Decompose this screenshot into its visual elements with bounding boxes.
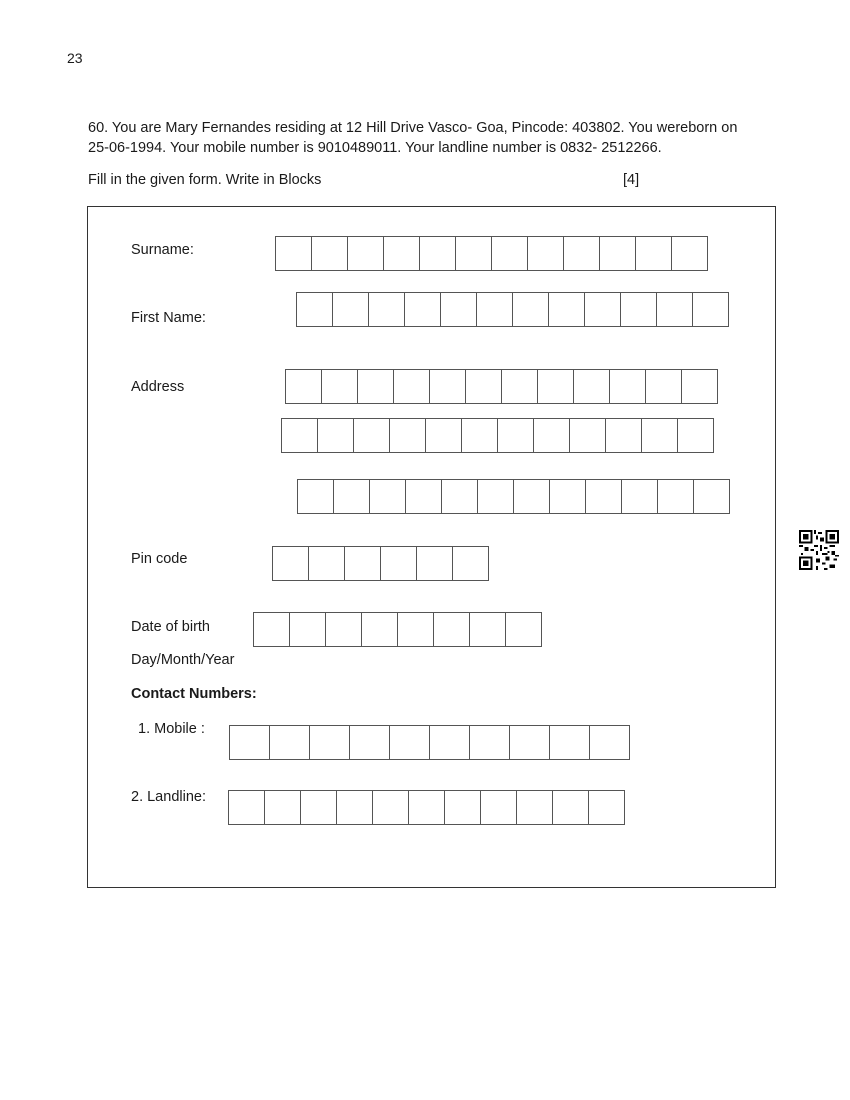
date-format-label: Day/Month/Year (131, 652, 235, 668)
letter-box[interactable] (285, 369, 322, 404)
question-line-1: 60. You are Mary Fernandes residing at 12 Hill Drive Vasco- Goa, Pincode: 403802. You wereborn on (88, 120, 738, 136)
date-of-birth-label: Date of birth (131, 619, 210, 635)
mobile-boxes[interactable] (229, 725, 629, 760)
letter-box[interactable] (620, 292, 657, 327)
letter-box[interactable] (563, 236, 600, 271)
letter-box[interactable] (353, 418, 390, 453)
letter-box[interactable] (309, 725, 350, 760)
address-line-3-boxes[interactable] (297, 479, 729, 514)
letter-box[interactable] (269, 725, 310, 760)
letter-box[interactable] (344, 546, 381, 581)
letter-box[interactable] (461, 418, 498, 453)
letter-box[interactable] (533, 418, 570, 453)
pin-code-boxes[interactable] (272, 546, 488, 581)
qr-code-icon (799, 530, 839, 570)
letter-box[interactable] (497, 418, 534, 453)
letter-box[interactable] (549, 725, 590, 760)
address-line-2-boxes[interactable] (281, 418, 713, 453)
letter-box[interactable] (333, 479, 370, 514)
address-label: Address (131, 379, 185, 395)
letter-box[interactable] (677, 418, 714, 453)
letter-box[interactable] (228, 790, 265, 825)
letter-box[interactable] (404, 292, 441, 327)
letter-box[interactable] (372, 790, 409, 825)
marks-label: [4] (623, 172, 640, 188)
landline-label: 2. Landline: (131, 789, 206, 805)
letter-box[interactable] (537, 369, 574, 404)
first-name-boxes[interactable] (296, 292, 728, 327)
letter-box[interactable] (621, 479, 658, 514)
letter-box[interactable] (573, 369, 610, 404)
letter-box[interactable] (325, 612, 362, 647)
letter-box[interactable] (548, 292, 585, 327)
letter-box[interactable] (281, 418, 318, 453)
letter-box[interactable] (671, 236, 708, 271)
letter-box[interactable] (272, 546, 309, 581)
date-of-birth-boxes[interactable] (253, 612, 541, 647)
letter-box[interactable] (509, 725, 550, 760)
letter-box[interactable] (229, 725, 270, 760)
letter-box[interactable] (264, 790, 301, 825)
letter-box[interactable] (389, 725, 430, 760)
letter-box[interactable] (444, 790, 481, 825)
letter-box[interactable] (589, 725, 630, 760)
letter-box[interactable] (347, 236, 384, 271)
pin-code-label: Pin code (131, 551, 188, 567)
letter-box[interactable] (332, 292, 369, 327)
letter-box[interactable] (441, 479, 478, 514)
letter-box[interactable] (429, 725, 470, 760)
letter-box[interactable] (336, 790, 373, 825)
letter-box[interactable] (527, 236, 564, 271)
landline-boxes[interactable] (228, 790, 624, 825)
letter-box[interactable] (641, 418, 678, 453)
letter-box[interactable] (408, 790, 445, 825)
letter-box[interactable] (452, 546, 489, 581)
letter-box[interactable] (440, 292, 477, 327)
letter-box[interactable] (317, 418, 354, 453)
first-name-label: First Name: (131, 310, 206, 326)
letter-box[interactable] (357, 369, 394, 404)
letter-box[interactable] (361, 612, 398, 647)
letter-box[interactable] (297, 479, 334, 514)
question-text (88, 118, 788, 158)
contact-numbers-heading: Contact Numbers: (131, 686, 257, 702)
letter-box[interactable] (389, 418, 426, 453)
letter-box[interactable] (585, 479, 622, 514)
letter-box[interactable] (416, 546, 453, 581)
letter-box[interactable] (569, 418, 606, 453)
letter-box[interactable] (480, 790, 517, 825)
letter-box[interactable] (433, 612, 470, 647)
letter-box[interactable] (599, 236, 636, 271)
letter-box[interactable] (383, 236, 420, 271)
letter-box[interactable] (635, 236, 672, 271)
letter-box[interactable] (656, 292, 693, 327)
letter-box[interactable] (369, 479, 406, 514)
letter-box[interactable] (609, 369, 646, 404)
letter-box[interactable] (491, 236, 528, 271)
letter-box[interactable] (296, 292, 333, 327)
letter-box[interactable] (505, 612, 542, 647)
letter-box[interactable] (584, 292, 621, 327)
letter-box[interactable] (397, 612, 434, 647)
letter-box[interactable] (465, 369, 502, 404)
letter-box[interactable] (308, 546, 345, 581)
letter-box[interactable] (289, 612, 326, 647)
letter-box[interactable] (693, 479, 730, 514)
page-number: 23 (67, 50, 83, 66)
letter-box[interactable] (552, 790, 589, 825)
letter-box[interactable] (311, 236, 348, 271)
letter-box[interactable] (692, 292, 729, 327)
letter-box[interactable] (393, 369, 430, 404)
letter-box[interactable] (476, 292, 513, 327)
letter-box[interactable] (405, 479, 442, 514)
letter-box[interactable] (513, 479, 550, 514)
letter-box[interactable] (512, 292, 549, 327)
letter-box[interactable] (605, 418, 642, 453)
letter-box[interactable] (368, 292, 405, 327)
letter-box[interactable] (477, 479, 514, 514)
mobile-label: 1. Mobile : (138, 721, 205, 737)
letter-box[interactable] (380, 546, 417, 581)
instruction-text: Fill in the given form. Write in Blocks (88, 172, 322, 188)
question-line-2: 25-06-1994. Your mobile number is 9010489011. Your landline number is 0832- 2512266. (88, 140, 662, 156)
letter-box[interactable] (657, 479, 694, 514)
letter-box[interactable] (501, 369, 538, 404)
letter-box[interactable] (681, 369, 718, 404)
letter-box[interactable] (419, 236, 456, 271)
letter-box[interactable] (588, 790, 625, 825)
letter-box[interactable] (469, 725, 510, 760)
letter-box[interactable] (300, 790, 337, 825)
letter-box[interactable] (516, 790, 553, 825)
letter-box[interactable] (455, 236, 492, 271)
letter-box[interactable] (321, 369, 358, 404)
surname-label: Surname: (131, 242, 194, 258)
letter-box[interactable] (253, 612, 290, 647)
letter-box[interactable] (349, 725, 390, 760)
address-line-1-boxes[interactable] (285, 369, 717, 404)
surname-boxes[interactable] (275, 236, 707, 271)
letter-box[interactable] (469, 612, 506, 647)
letter-box[interactable] (549, 479, 586, 514)
letter-box[interactable] (429, 369, 466, 404)
letter-box[interactable] (645, 369, 682, 404)
letter-box[interactable] (425, 418, 462, 453)
letter-box[interactable] (275, 236, 312, 271)
